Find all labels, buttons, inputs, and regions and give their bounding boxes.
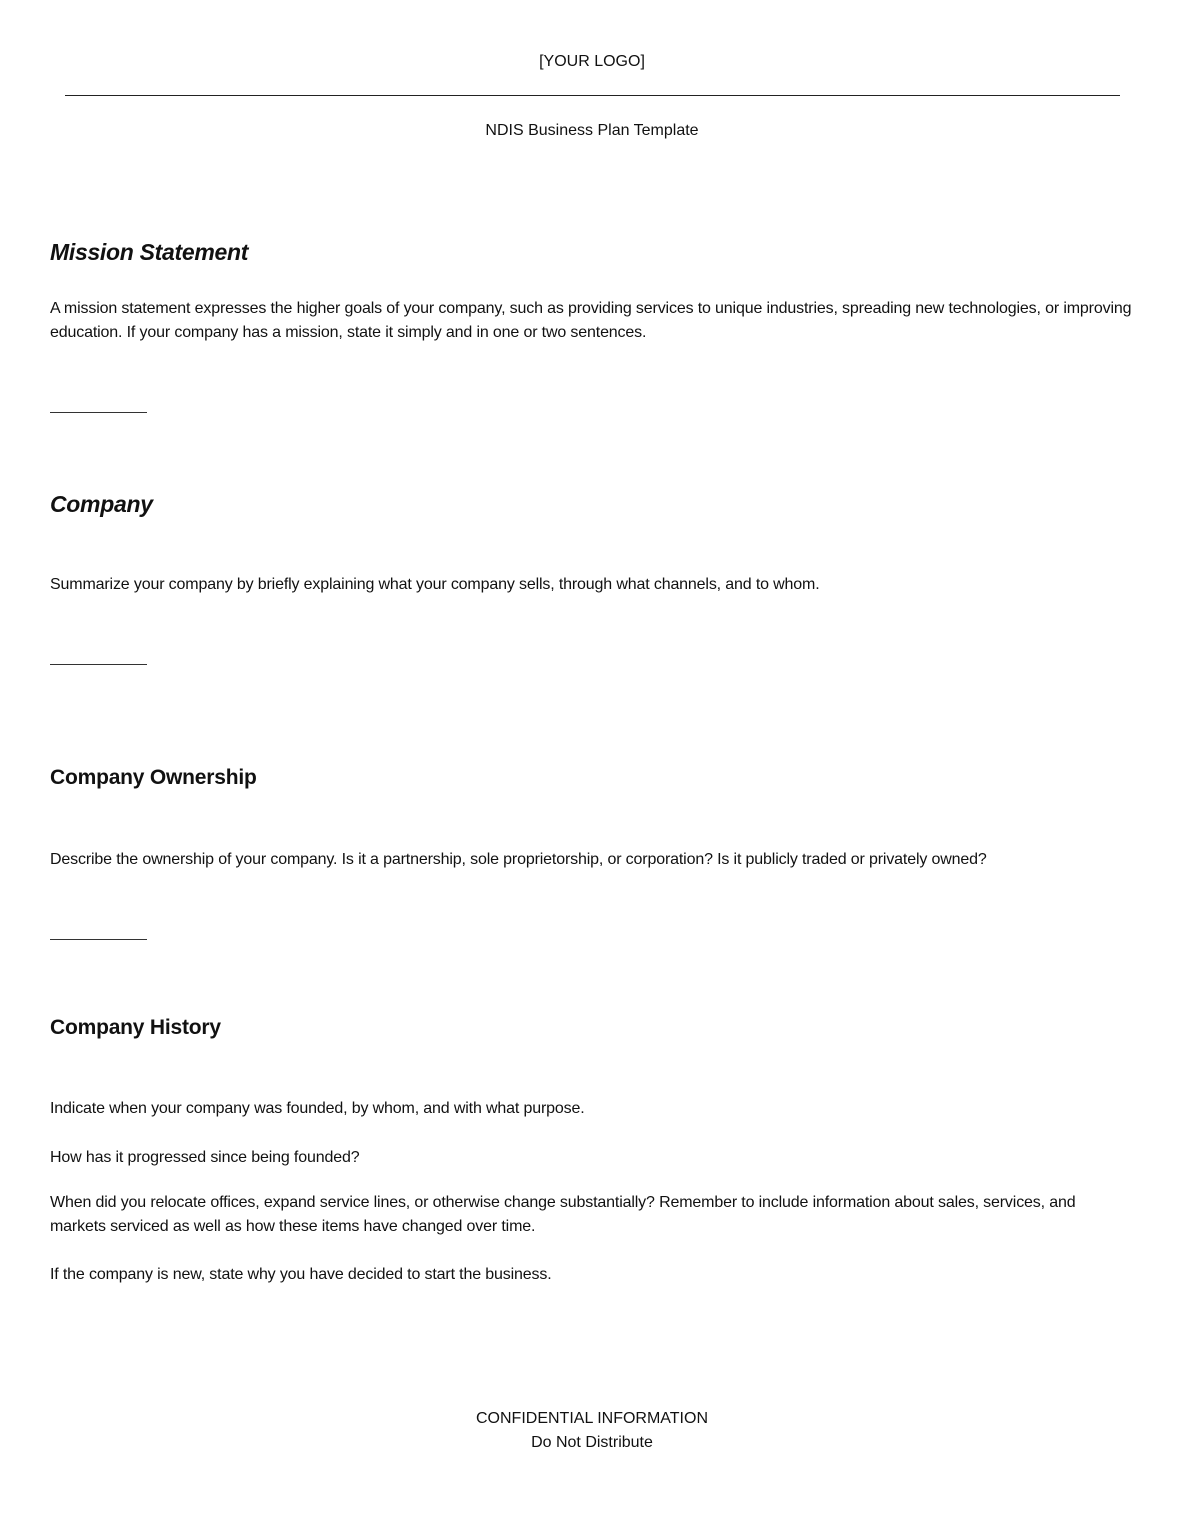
section-divider: [50, 412, 147, 413]
section-heading-company-history: Company History: [50, 1016, 221, 1039]
company-ownership-text: Describe the ownership of your company. Is it a partnership, sole proprietorship, or corporation? Is it publicly traded or privately owned?: [50, 851, 987, 868]
company-history-text-2: How has it progressed since being founded?: [50, 1149, 360, 1166]
section-divider: [50, 664, 147, 665]
company-text: Summarize your company by briefly explaining what your company sells, through what channels, and to whom.: [50, 576, 820, 593]
header-divider: [65, 95, 1120, 96]
company-history-text-1: Indicate when your company was founded, by whom, and with what purpose.: [50, 1100, 585, 1117]
section-heading-mission-statement: Mission Statement: [50, 239, 249, 265]
section-heading-company-ownership: Company Ownership: [50, 766, 257, 789]
document-title: NDIS Business Plan Template: [485, 122, 699, 139]
footer-confidential: CONFIDENTIAL INFORMATION: [476, 1410, 708, 1427]
company-history-text-4: If the company is new, state why you have decided to start the business.: [50, 1266, 552, 1283]
section-heading-company: Company: [50, 491, 153, 517]
footer-do-not-distribute: Do Not Distribute: [531, 1434, 653, 1451]
logo-placeholder: [YOUR LOGO]: [539, 53, 645, 70]
footer: [0, 1407, 1184, 1455]
section-divider: [50, 939, 147, 940]
mission-statement-text: A mission statement expresses the higher goals of your company, such as providing services to unique industries, spreading new technologies, or improving education. If your company has a mission, state it simply and in one or two sentences.: [50, 300, 1132, 341]
company-history-text-3: When did you relocate offices, expand service lines, or otherwise change substantially? Remember to include information about sales, services, and markets serviced as well as how these items have changed over time.: [50, 1194, 1076, 1235]
